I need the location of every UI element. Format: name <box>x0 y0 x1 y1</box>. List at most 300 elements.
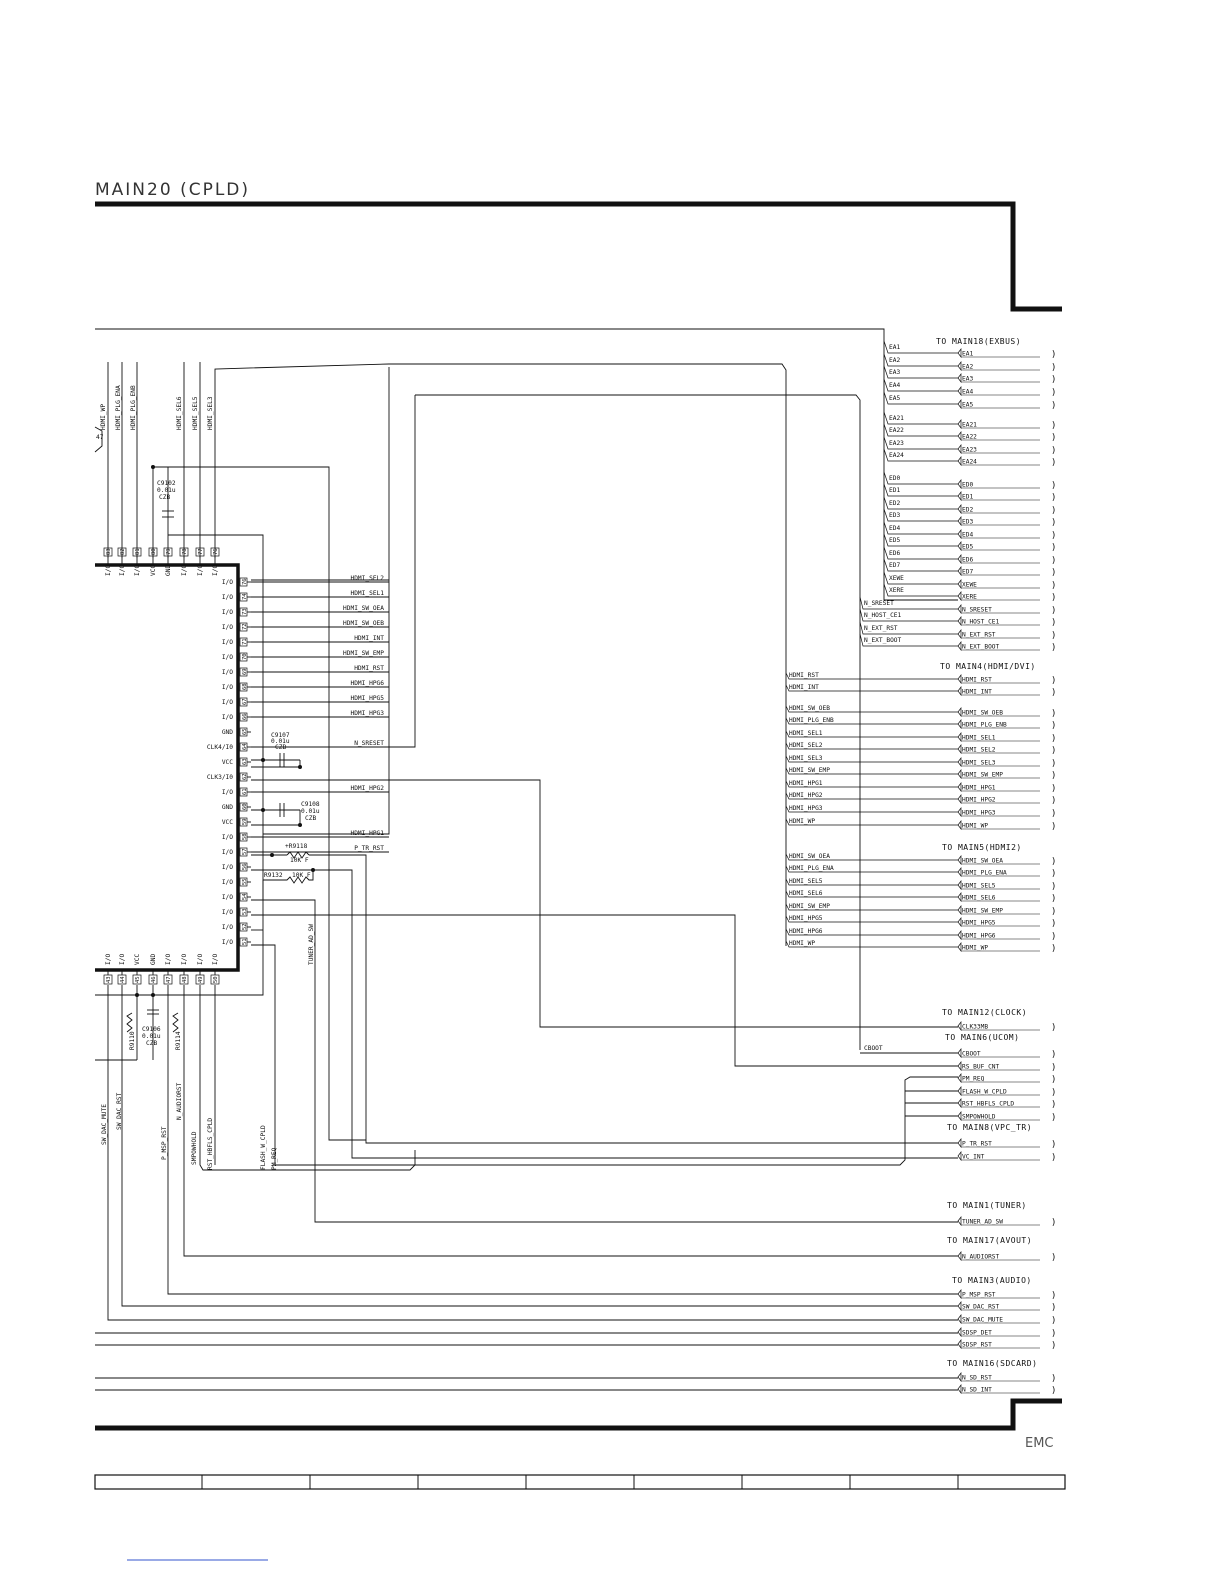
connector-signal-label: RST_HBFLS_CPLD <box>962 1100 1015 1108</box>
connector-pin-symbol <box>958 505 961 513</box>
connector-signal-label: ED7 <box>962 568 974 576</box>
connector-signal-label: HDMI_SEL5 <box>962 882 996 890</box>
c9102-type: CZB <box>159 494 171 501</box>
c9106-value: 0.01u <box>142 1033 161 1040</box>
connector-signal-label: HDMI_PLG_ENB <box>962 721 1007 729</box>
connector-signal-label: N_EXT_BOOT <box>962 643 1000 651</box>
ic-top-pin-number: 79 <box>166 548 172 555</box>
connector-signal-label: HDMI_HPG6 <box>962 932 996 940</box>
bus-label: HDMI_SEL1 <box>789 730 823 737</box>
connector-terminal: ) <box>1051 1316 1057 1326</box>
ic-bottom-pin-number: 48 <box>182 976 188 983</box>
connector-terminal: ) <box>1051 746 1057 756</box>
connector-signal-label: HDMI_PLG_ENA <box>962 869 1007 877</box>
c9107-value: 0.01u <box>271 738 290 745</box>
connector-pin-symbol <box>958 881 961 889</box>
ic-top-pin-number: 82 <box>120 548 126 555</box>
connector-terminal: ) <box>1051 688 1057 698</box>
connector-pin-symbol <box>958 387 961 395</box>
connector-terminal: ) <box>1051 446 1057 456</box>
ic-top-pin-function: GND <box>165 564 172 576</box>
bottom-net-label: N_AUDIORST <box>176 1082 183 1120</box>
ic-pin-number: 55 <box>242 878 248 885</box>
ic-pin-number: 67 <box>242 698 248 705</box>
pin-net-label: HDMI_HPG3 <box>350 710 384 717</box>
connector-title: TO MAIN18(EXBUS) <box>936 337 1022 346</box>
top-net-labels <box>100 385 214 430</box>
ic-pin-function: VCC <box>221 819 233 826</box>
connector-signal-label: EA2 <box>962 363 974 371</box>
ic-bottom-pin-function: GND <box>150 953 157 965</box>
bus-label: EA24 <box>889 452 904 459</box>
connector-terminal: ) <box>1051 593 1057 603</box>
top-net-label: HDMI_PLG_ENB <box>130 385 137 430</box>
connector-title: TO MAIN17(AVOUT) <box>947 1236 1033 1245</box>
connector-terminal: ) <box>1051 581 1057 591</box>
connector-terminal: ) <box>1051 919 1057 929</box>
bus-label: HDMI_WP <box>789 818 816 825</box>
connector-terminal: ) <box>1051 631 1057 641</box>
connector-signal-label: HDMI_RST <box>962 676 992 684</box>
ic-top-pin-function: I/O <box>197 564 204 576</box>
ic-pin-function: I/O <box>221 834 233 841</box>
connector-terminal: ) <box>1051 531 1057 541</box>
ic-pin-function: I/O <box>221 609 233 616</box>
connector-pin-symbol <box>958 1328 961 1336</box>
bus-label: ED2 <box>889 500 901 507</box>
connector-pin-symbol <box>958 795 961 803</box>
ic-pin-function: I/O <box>221 894 233 901</box>
ic-right-pins <box>207 575 389 946</box>
connector-signal-label: HDMI_WP <box>962 944 989 952</box>
bus-label: HDMI_SEL6 <box>789 890 823 897</box>
ic-pin-number: 52 <box>242 923 248 930</box>
ic-pin-number: 59 <box>242 818 248 825</box>
ic-top-pin-number: 78 <box>182 548 188 555</box>
ic-pin-function: I/O <box>221 939 233 946</box>
ic-pin-number: 76 <box>242 578 248 585</box>
bus-label: HDMI_SEL2 <box>789 742 823 749</box>
bus-label: ED4 <box>889 525 901 532</box>
connector-terminal: ) <box>1051 1253 1057 1263</box>
c9106-ref: C9106 <box>142 1026 161 1033</box>
connector-pin-symbol <box>958 856 961 864</box>
connector-terminal: ) <box>1051 618 1057 628</box>
connector-terminal: ) <box>1051 1075 1057 1085</box>
connector-terminal: ) <box>1051 421 1057 431</box>
ic-pin-number: 63 <box>242 758 248 765</box>
connector-signal-label: ED4 <box>962 531 974 539</box>
connector-terminal: ) <box>1051 1329 1057 1339</box>
ic-top-pin-number: 83 <box>106 548 112 555</box>
connector-pin-symbol <box>958 687 961 695</box>
bus-label: HDMI_RST <box>789 672 819 679</box>
connector-pin-symbol <box>958 733 961 741</box>
connector-signal-label: HDMI_HPG2 <box>962 796 996 804</box>
connector-title: TO MAIN5(HDMI2) <box>942 843 1022 852</box>
connector-pin-symbol <box>958 868 961 876</box>
ic-pin-function: VCC <box>221 759 233 766</box>
connector-terminal: ) <box>1051 1100 1057 1110</box>
connector-signal-label: FLASH_W_CPLD <box>962 1088 1007 1096</box>
left-resistor-value: 47 <box>96 434 104 441</box>
connector-signal-label: CLK33MB <box>962 1023 989 1031</box>
connector-pin-symbol <box>958 1290 961 1298</box>
ic-bottom-pin-number: 50 <box>213 976 219 983</box>
ic-pin-number: 74 <box>242 593 248 600</box>
connector-pin-symbol <box>958 542 961 550</box>
connector-terminal: ) <box>1051 606 1057 616</box>
connector-terminal: ) <box>1051 709 1057 719</box>
connector-pin-symbol <box>958 530 961 538</box>
connector-signal-label: EA22 <box>962 433 977 441</box>
bus-label: HDMI_SW_EMP <box>789 767 830 774</box>
connector-terminal: ) <box>1051 643 1057 653</box>
connector-title: TO MAIN12(CLOCK) <box>942 1008 1028 1017</box>
connector-signal-label: ED3 <box>962 518 974 526</box>
connector-pin-symbol <box>958 1302 961 1310</box>
connector-pin-symbol <box>958 480 961 488</box>
pin-net-label: HDMI_HPG2 <box>350 785 384 792</box>
connector-pin-symbol <box>958 1340 961 1348</box>
ic-pin-number: 62 <box>242 773 248 780</box>
connector-signal-label: P_MSP_RST <box>962 1291 996 1299</box>
connector-pin-symbol <box>958 400 961 408</box>
c9107-ref: C9107 <box>271 732 290 739</box>
ic-pin-number: 65 <box>242 728 248 735</box>
connector-pin-symbol <box>958 1252 961 1260</box>
connector-title: TO MAIN8(VPC_TR) <box>947 1123 1033 1132</box>
bus-label: XEWE <box>889 575 904 582</box>
sheet-frame <box>95 204 1062 1428</box>
connector-pin-symbol <box>958 445 961 453</box>
ic-top-pin-number: 77 <box>198 548 204 555</box>
connector-terminal: ) <box>1051 1291 1057 1301</box>
ic-pin-function: I/O <box>221 714 233 721</box>
connector-terminal: ) <box>1051 894 1057 904</box>
connector-terminal: ) <box>1051 734 1057 744</box>
connector-terminal: ) <box>1051 556 1057 566</box>
ic-bottom-pin-function: I/O <box>212 953 219 965</box>
ic-pin-function: I/O <box>221 864 233 871</box>
connector-pin-symbol <box>958 783 961 791</box>
connector-terminal: ) <box>1051 809 1057 819</box>
bus-label: HDMI_SEL3 <box>789 755 823 762</box>
pin-net-label: HDMI_HPG6 <box>350 680 384 687</box>
connector-terminal: ) <box>1051 1088 1057 1098</box>
connector-title: TO MAIN16(SDCARD) <box>947 1359 1038 1368</box>
connector-terminal: ) <box>1051 822 1057 832</box>
bus-label: HDMI_HPG6 <box>789 928 823 935</box>
connector-signal-label: ED1 <box>962 493 974 501</box>
connector-signal-label: VC_INT <box>962 1153 985 1161</box>
c9102-ref: C9102 <box>157 480 176 487</box>
bus-label: HDMI_SW_OEA <box>789 853 830 860</box>
ic-pin-number: 71 <box>242 638 248 645</box>
ic-bottom-pin-number: 43 <box>106 976 112 983</box>
connector-terminal: ) <box>1051 401 1057 411</box>
bus-label: ED7 <box>889 562 901 569</box>
ic-pin-number: 70 <box>242 653 248 660</box>
ic-top-pin-function: VCC <box>150 564 157 576</box>
r9114-ref: R9114 <box>175 1031 182 1050</box>
connector-terminal: ) <box>1051 518 1057 528</box>
bus-label: XERE <box>889 587 904 594</box>
connector-signal-label: ED0 <box>962 481 974 489</box>
connector-terminal: ) <box>1051 1113 1057 1123</box>
bus-label: EA23 <box>889 440 904 447</box>
ic-pin-function: CLK3/I0 <box>206 774 233 781</box>
connector-terminal: ) <box>1051 759 1057 769</box>
connector-signal-label: HDMI_SEL3 <box>962 759 996 767</box>
ic-top-pin-number: 80 <box>151 548 157 555</box>
connector-signal-label: HDMI_INT <box>962 688 992 696</box>
bus-label: EA22 <box>889 427 904 434</box>
ic-pin-function: CLK4/I0 <box>206 744 233 751</box>
connector-terminal: ) <box>1051 907 1057 917</box>
connector-signal-label: ED6 <box>962 556 974 564</box>
connector-signal-label: HDMI_SW_OEB <box>962 709 1003 717</box>
ic-bottom-pin-function: I/O <box>105 953 112 965</box>
connector-signal-label: HDMI_WP <box>962 822 989 830</box>
ic-bottom-pin-function: I/O <box>119 953 126 965</box>
connector-pin-symbol <box>958 517 961 525</box>
ic-pin-function: I/O <box>221 684 233 691</box>
ic-top-pin-function: I/O <box>119 564 126 576</box>
connector-pin-symbol <box>958 617 961 625</box>
connector-signal-label: ED5 <box>962 543 974 551</box>
ic-bottom-pin-function: I/O <box>197 953 204 965</box>
bottom-net-labels <box>101 1082 278 1170</box>
connector-terminal: ) <box>1051 676 1057 686</box>
ic-pin-number: 69 <box>242 668 248 675</box>
connector-pin-symbol <box>958 1373 961 1381</box>
connector-signal-label: HDMI_HPG5 <box>962 919 996 927</box>
connector-signal-label: XERE <box>962 593 977 601</box>
ic-pin-number: 56 <box>242 863 248 870</box>
ic-pin-function: I/O <box>221 924 233 931</box>
ic-bottom-pin-function: VCC <box>134 953 141 965</box>
border-table <box>95 1475 1065 1489</box>
connector-pin-symbol <box>958 567 961 575</box>
connector-signal-label: N_AUDIORST <box>962 1253 1000 1261</box>
bottom-net-label: SMPOWHOLD <box>191 1131 198 1165</box>
connector-signal-label: SMPOWHOLD <box>962 1113 996 1121</box>
connector-signal-label: PM_REQ <box>962 1075 985 1083</box>
connector-terminal: ) <box>1051 784 1057 794</box>
connector-signal-label: N_SD_INT <box>962 1386 992 1394</box>
connector-terminal: ) <box>1051 796 1057 806</box>
connector-pin-symbol <box>958 1152 961 1160</box>
connector-signal-label: ED2 <box>962 506 974 514</box>
ic-bottom-pin-function: I/O <box>181 953 188 965</box>
pin-net-label: P_TR_RST <box>354 845 384 852</box>
bus-label: N_EXT_RST <box>864 625 898 632</box>
connector-terminal: ) <box>1051 458 1057 468</box>
connector-pin-symbol <box>958 1217 961 1225</box>
connector-title: TO MAIN3(AUDIO) <box>952 1276 1032 1285</box>
connector-terminal: ) <box>1051 1140 1057 1150</box>
connector-terminal: ) <box>1051 481 1057 491</box>
bus-label: N_SRESET <box>864 600 894 607</box>
connector-terminal: ) <box>1051 882 1057 892</box>
r9118-ref: +R9118 <box>285 843 308 850</box>
ic-pin-function: I/O <box>221 624 233 631</box>
connector-signal-label: SW_DAC_RST <box>962 1303 1000 1311</box>
connector-pin-symbol <box>958 642 961 650</box>
r9110-ref: R9110 <box>129 1031 136 1050</box>
bottom-net-label: RST_HBFLS_CPLD <box>207 1117 214 1170</box>
bus-label: HDMI_SW_OEB <box>789 705 830 712</box>
connector-pin-symbol <box>958 457 961 465</box>
pin-net-label: HDMI_SEL1 <box>350 590 384 597</box>
connector-pin-symbol <box>958 420 961 428</box>
bus-label: N_EXT_BOOT <box>864 637 902 644</box>
connector-terminal: ) <box>1051 932 1057 942</box>
bus-label: ED6 <box>889 550 901 557</box>
connector-pin-symbol <box>958 943 961 951</box>
bus-label: EA3 <box>889 369 901 376</box>
ic-bottom-pin-number: 44 <box>120 976 126 983</box>
connector-pin-symbol <box>958 770 961 778</box>
bus-label: HDMI_PLG_ENB <box>789 717 834 724</box>
connector-terminal: ) <box>1051 433 1057 443</box>
connector-signal-label: EA23 <box>962 446 977 454</box>
connector-signal-label: EA24 <box>962 458 977 466</box>
ic-pin-function: I/O <box>221 654 233 661</box>
connector-pin-symbol <box>958 918 961 926</box>
bus-label: EA4 <box>889 382 901 389</box>
ic-top-pin-number: 81 <box>135 548 141 555</box>
connector-title: TO MAIN4(HDMI/DVI) <box>940 662 1036 671</box>
connector-terminal: ) <box>1051 1341 1057 1351</box>
bus-label: ED1 <box>889 487 901 494</box>
connector-pin-symbol <box>958 1049 961 1057</box>
connector-terminal: ) <box>1051 857 1057 867</box>
connector-terminal: ) <box>1051 375 1057 385</box>
bus-label: HDMI_HPG3 <box>789 805 823 812</box>
connector-pin-symbol <box>958 362 961 370</box>
pin-net-label: HDMI_HPG5 <box>350 695 384 702</box>
ic-pin-function: I/O <box>221 699 233 706</box>
bus-label: ED0 <box>889 475 901 482</box>
connector-pin-symbol <box>958 580 961 588</box>
bus-label: CBOOT <box>864 1045 883 1052</box>
ic-top-pin-function: I/O <box>134 564 141 576</box>
pin-net-label: HDMI_INT <box>354 635 384 642</box>
connector-signal-label: N_HOST_CE1 <box>962 618 1000 626</box>
connector-terminal: ) <box>1051 350 1057 360</box>
bottom-net-label: P_MSP_RST <box>161 1126 168 1160</box>
ic-pin-number: 72 <box>242 623 248 630</box>
ic-pin-function: GND <box>221 729 233 736</box>
ic-top-pin-function: I/O <box>105 564 112 576</box>
connector-signal-label: SDSP_RST <box>962 1341 992 1349</box>
connector-pin-symbol <box>958 708 961 716</box>
connector-pin-symbol <box>958 492 961 500</box>
connector-signal-label: SDSP_DET <box>962 1329 992 1337</box>
connector-pin-symbol <box>958 1022 961 1030</box>
ic-pin-function: I/O <box>221 849 233 856</box>
top-net-label: HDMI_PLG_ENA <box>115 385 122 430</box>
c9106-type: CZB <box>146 1040 158 1047</box>
ic-bottom-pin-number: 46 <box>151 976 157 983</box>
connector-terminal: ) <box>1051 944 1057 954</box>
ic-pin-function: I/O <box>221 879 233 886</box>
c9102-value: 0.01u <box>157 487 176 494</box>
connector-signal-label: HDMI_SEL6 <box>962 894 996 902</box>
connector-signal-label: N_EXT_RST <box>962 631 996 639</box>
ic-pin-number: 60 <box>242 803 248 810</box>
connector-pin-symbol <box>958 893 961 901</box>
connector-signal-label: EA5 <box>962 401 974 409</box>
bottom-net-label: SW_DAC_MUTE <box>101 1104 108 1145</box>
bus-label: HDMI_WP <box>789 940 816 947</box>
pin-net-label: HDMI_SEL2 <box>350 575 384 582</box>
bottom-net-label: FLASH_W_CPLD <box>260 1125 267 1170</box>
connector-signal-label: EA4 <box>962 388 974 396</box>
connector-pin-symbol <box>958 592 961 600</box>
connector-signal-label: N_SRESET <box>962 606 992 614</box>
ic-pin-function: GND <box>221 804 233 811</box>
connector-signal-label: TUNER_AD_SW <box>962 1218 1003 1226</box>
bus-label: EA1 <box>889 344 901 351</box>
connector-terminal: ) <box>1051 1050 1057 1060</box>
connector-signal-label: SW_DAC_MUTE <box>962 1316 1003 1324</box>
bus-label: EA5 <box>889 395 901 402</box>
pin-net-label: N_SRESET <box>354 740 384 747</box>
bus-label: HDMI_HPG1 <box>789 780 823 787</box>
c9108-type: CZB <box>305 815 317 822</box>
ic-pin-number: 68 <box>242 683 248 690</box>
bus-label: HDMI_INT <box>789 684 819 691</box>
c9108-ref: C9108 <box>301 801 320 808</box>
ic-pin-number: 61 <box>242 788 248 795</box>
connector-signal-label: HDMI_SW_EMP <box>962 771 1003 779</box>
r9132-value: 10K F <box>292 872 311 879</box>
ic-pin-function: I/O <box>221 639 233 646</box>
bottom-net-label: SW_DAC_RST <box>116 1092 123 1130</box>
connector-terminal: ) <box>1051 1386 1057 1396</box>
connector-terminal: ) <box>1051 1218 1057 1228</box>
cpld-ic-body <box>95 565 238 970</box>
bus-label: HDMI_HPG2 <box>789 792 823 799</box>
bus-side-labels <box>786 341 958 1052</box>
pin-net-label: HDMI_RST <box>354 665 384 672</box>
top-net-label: HDMI_SEL3 <box>207 396 214 430</box>
ic-top-pin-number: 76 <box>213 548 219 555</box>
ic-top-pins <box>104 548 219 576</box>
connector-terminal: ) <box>1051 1374 1057 1384</box>
connector-signal-label: CBOOT <box>962 1050 981 1058</box>
connector-signal-label: RS_BUF_CNT <box>962 1063 1000 1071</box>
c9107-type: CZB <box>275 744 287 751</box>
connector-pin-symbol <box>958 906 961 914</box>
pin-net-label: HDMI_HPG1 <box>350 830 384 837</box>
ic-pin-function: I/O <box>221 594 233 601</box>
ic-pin-function: I/O <box>221 789 233 796</box>
connector-signal-label: HDMI_HPG1 <box>962 784 996 792</box>
top-net-label: HDMI_SEL6 <box>176 396 183 430</box>
ic-pin-number: 73 <box>242 608 248 615</box>
connector-pin-symbol <box>958 1099 961 1107</box>
bus-label: HDMI_SEL5 <box>789 878 823 885</box>
connector-signal-label: EA3 <box>962 375 974 383</box>
bus-label: HDMI_SW_EMP <box>789 903 830 910</box>
connector-signal-label: HDMI_HPG3 <box>962 809 996 817</box>
bus-label: ED5 <box>889 537 901 544</box>
bus-label: HDMI_PLG_ENA <box>789 865 834 872</box>
